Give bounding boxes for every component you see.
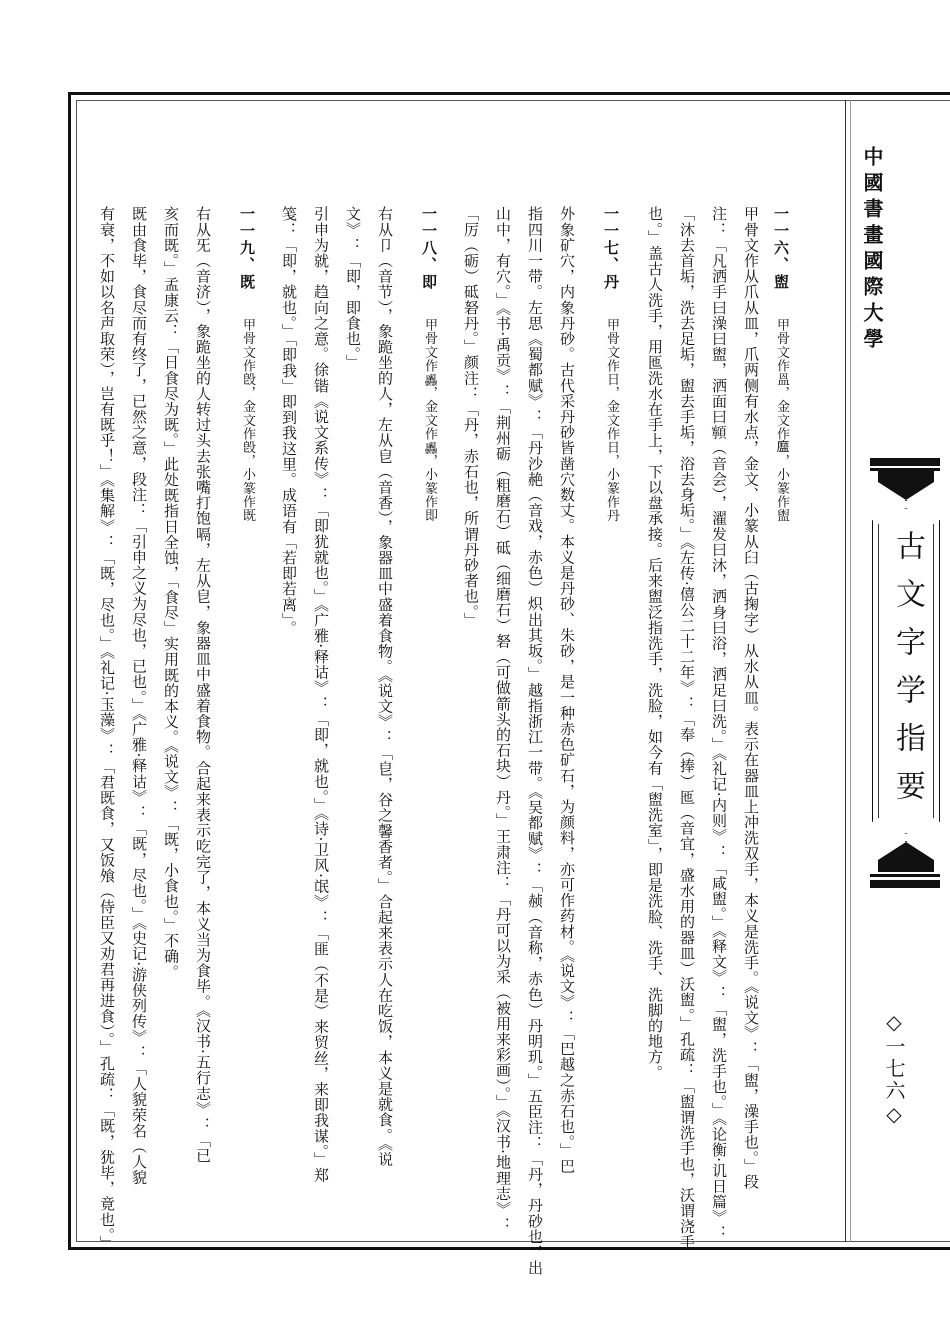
entry-heading bbox=[236, 206, 258, 522]
university-name: 中國書畫國際大學 bbox=[860, 146, 884, 354]
entry-heading bbox=[418, 206, 440, 522]
rule-top bbox=[870, 458, 940, 466]
entry-forms: 甲骨文作𣪘，金文作𣪘，小篆作既 bbox=[240, 291, 255, 523]
entry-forms: 甲骨文作𥁕，金文作𥂓，小篆作盥 bbox=[774, 291, 789, 523]
margin-divider-inner bbox=[850, 100, 851, 1242]
entry-title: 一一六、盥 bbox=[772, 206, 790, 291]
entry-forms: 甲骨文作日，金文作日，小篆作丹 bbox=[604, 291, 619, 523]
text-column: 笺：「即，就也。」「即我」即到我这里。成语有「若即若离」。 bbox=[280, 206, 298, 636]
entry-title: 一一八、即 bbox=[420, 206, 438, 291]
rule-bottom-thin bbox=[870, 874, 940, 877]
book-title: 古文字学指要 bbox=[890, 530, 925, 818]
text-column: 山中，有穴。」《书·禹贡》：「荆州砺（粗磨石）砥（细磨石）砮（可做箭头的石块）丹。」王肃注：「丹可以为采（被用来彩画）。」《汉书·地理志》： bbox=[494, 206, 512, 1233]
entry-heading bbox=[600, 206, 622, 522]
text-column: 指四川一带。左思《蜀都赋》：「丹沙赩（音戏，赤色）炽出其坂。」越指浙江一带。《吴都赋》：「赪（音称，赤色）丹明玑。」五臣注：「丹，丹砂也，出 bbox=[526, 206, 544, 1276]
page-number: ◇一七六◇ bbox=[882, 1010, 906, 1128]
text-column: 亥而既。」孟康云：「日食尽为既。」此处既指日全蚀，「食尽」实用既的本义。《说文》：「既，小食也。」不确。 bbox=[162, 206, 180, 980]
text-column: 右从卩（音节），象跪坐的人，左从皀（音香），象器皿中盛着食物。《说文》：「皀，谷之馨香者。」合起来表示人在吃饭，本义是就食。《说 bbox=[376, 206, 394, 1167]
rule-bottom bbox=[870, 880, 940, 888]
entry-title: 一一七、丹 bbox=[602, 206, 620, 291]
text-column: 既由食毕，食尽而有终了，已然之意，段注：「引申之义为尽也，已也。」《广雅·释诂》：「既，尽也。」《史记·游侠列传》：「人貌荣名（人貌 bbox=[130, 206, 148, 1186]
text-column: 右从旡（音济），象跪坐的人转过头去张嘴打饱嗝，左从皀，象器皿中盛着食物。合起来表示吃完了，本义当为食毕。《汉书·五行志》：「已 bbox=[194, 206, 212, 1164]
text-column: 引申为就，趋向之意。徐锴《说文系传》：「即犹就也。」《广雅·释诂》：「即，就也。」《诗·卫风·氓》：「匪（不是）来贸丝，来即我谋。」郑 bbox=[312, 206, 330, 1184]
text-column: 「沐去首垢，洗去足垢，盥去手垢，浴去身垢。」《左传·僖公二十二年》：「奉（捧）匜（音宜，盛水用的器皿）沃盥。」孔疏：「盥谓洗手也，沃谓浇手 bbox=[678, 206, 696, 1250]
text-column: 甲骨文作从爪从皿，爪两侧有水点，金文、小篆从𦥑（古掬字）从水从皿。表示在器皿上冲洗双手，本义是洗手。《说文》：「盥，澡手也。」段 bbox=[742, 206, 760, 1190]
text-column: 也。」盖古人洗手，用匜洗水在手上，下以盘承接。后来盥泛指洗手，洗脸，如今有「盥洗室」，即是洗脸、洗手、洗脚的地方。 bbox=[646, 206, 664, 1081]
text-column: 有衰，不如以名声取荣），岂有既乎！」《集解》：「既，尽也。」《礼记·玉藻》：「君既食，又饭飧（侍臣又劝君再进食）。」孔疏：「既，犹毕，竟也。」 bbox=[98, 206, 116, 1251]
margin-divider bbox=[845, 100, 846, 1242]
text-column: 文》：「即，即食也。」 bbox=[344, 206, 362, 371]
entry-forms: 甲骨文作𠨌，金文作𠨌，小篆作即 bbox=[422, 291, 437, 523]
text-column: 外象矿穴，内象丹砂。古代采丹砂皆凿穴数丈。本义是丹砂、朱砂，是一种赤色矿石，为颜料，亦可作药材。《说文》：「巴越之赤石也。」巴 bbox=[558, 206, 576, 1174]
entry-heading bbox=[770, 206, 792, 522]
text-column: 注：「凡洒手曰澡曰盥，洒面曰𩕳（音会），濯发曰沐，洒身曰浴，洒足曰洗。」《礼记·内则》：「咸盥。」《释文》：「盥，洗手也。」《论衡·讥日篇》： bbox=[710, 206, 728, 1241]
text-column: 「厉（砺）砥砮丹。」颜注：「丹，赤石也，所谓丹砂者也。」 bbox=[462, 206, 480, 628]
entry-title: 一一九、既 bbox=[238, 206, 256, 291]
